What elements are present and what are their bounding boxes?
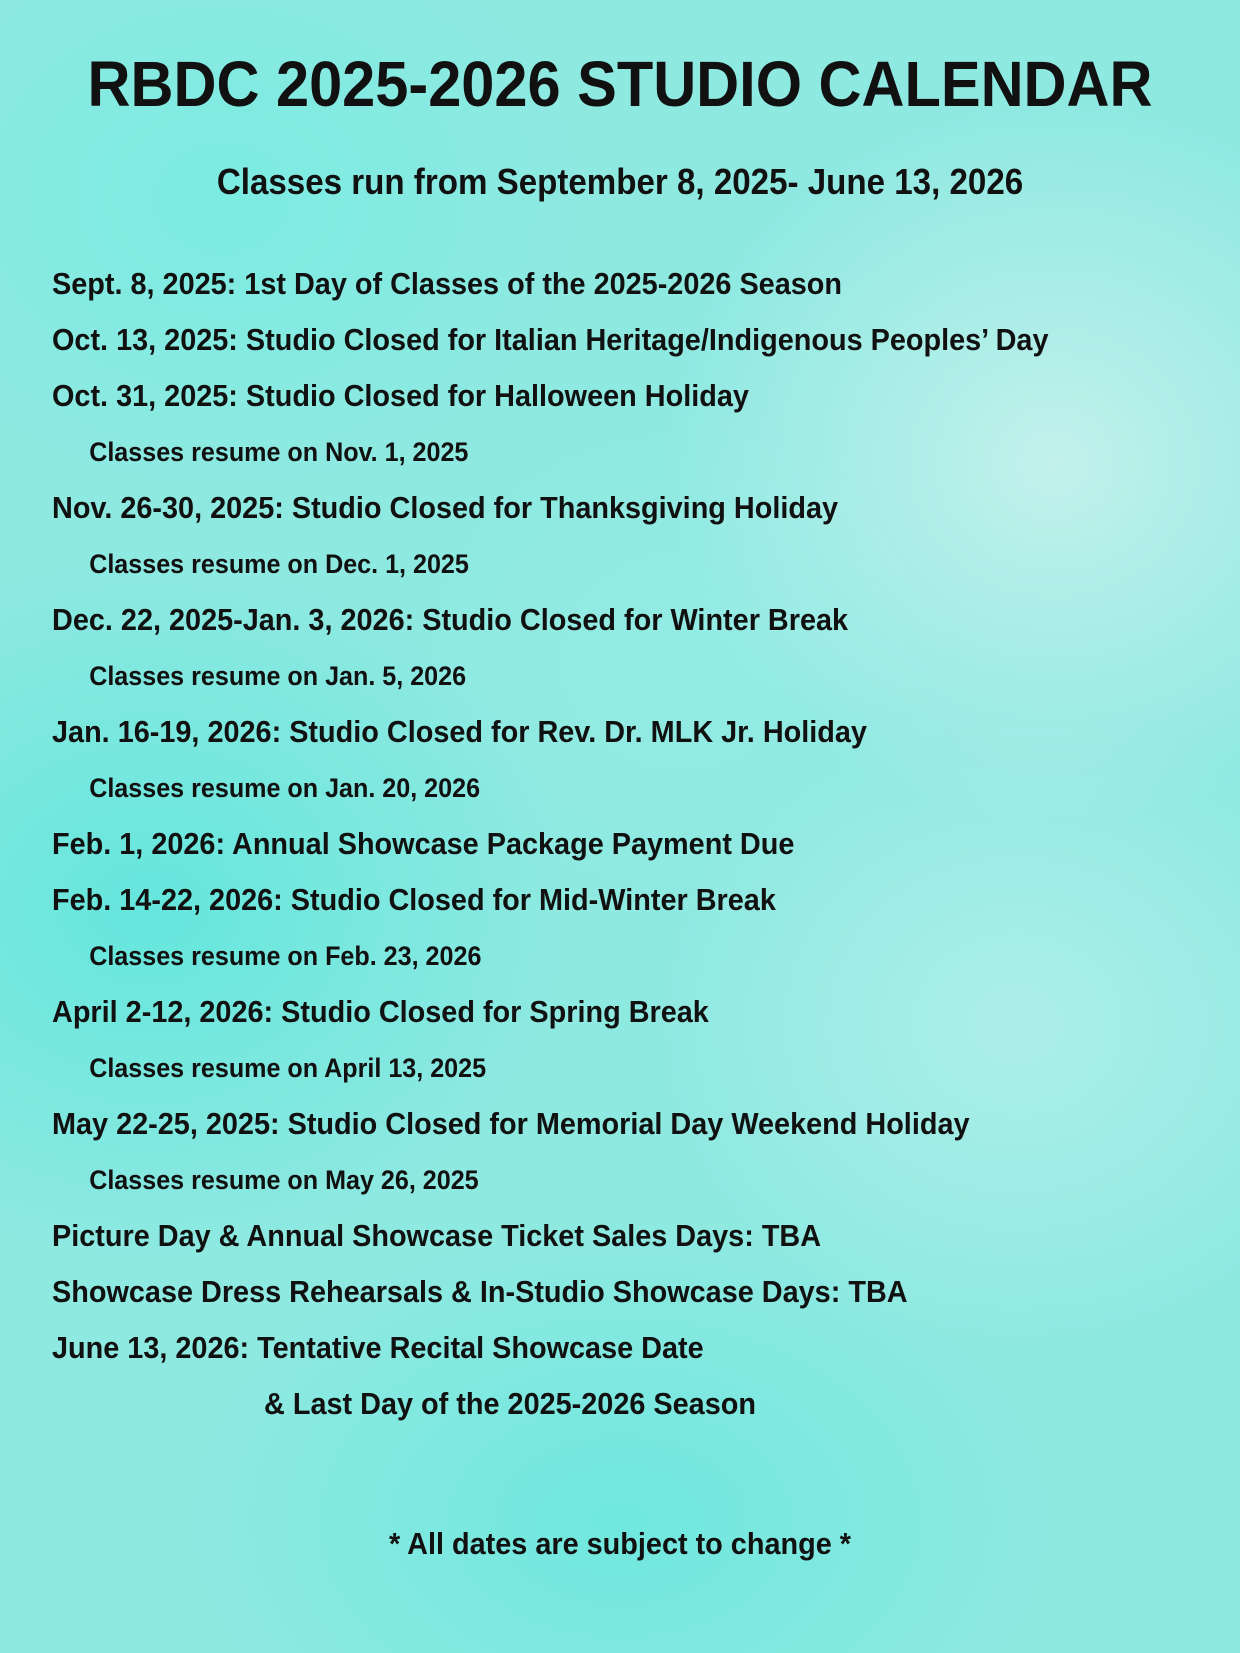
event-recital-showcase: June 13, 2026: Tentative Recital Showcase Date: [52, 1330, 704, 1365]
disclaimer-footnote: * All dates are subject to change *: [389, 1526, 851, 1561]
event-resume-note: Classes resume on April 13, 2025: [89, 1053, 487, 1083]
event-picture-day: Picture Day & Annual Showcase Ticket Sales Days: TBA: [52, 1218, 822, 1253]
event-halloween: Oct. 31, 2025: Studio Closed for Halloween Holiday: [52, 378, 749, 413]
event-first-day: Sept. 8, 2025: 1st Day of Classes of the 2025-2026 Season: [52, 266, 843, 301]
event-recital-showcase-continued: & Last Day of the 2025-2026 Season: [264, 1386, 756, 1421]
page-title: RBDC 2025-2026 STUDIO CALENDAR: [87, 48, 1153, 120]
event-resume-note: Classes resume on May 26, 2025: [89, 1165, 479, 1195]
event-resume-note: Classes resume on Jan. 5, 2026: [89, 661, 467, 691]
event-winter-break: Dec. 22, 2025-Jan. 3, 2026: Studio Closed for Winter Break: [52, 602, 849, 637]
event-memorial-day: May 22-25, 2025: Studio Closed for Memorial Day Weekend Holiday: [52, 1106, 970, 1141]
event-thanksgiving: Nov. 26-30, 2025: Studio Closed for Thanksgiving Holiday: [52, 490, 839, 525]
event-resume-note: Classes resume on Nov. 1, 2025: [89, 437, 469, 467]
event-payment-due: Feb. 1, 2026: Annual Showcase Package Payment Due: [52, 826, 795, 861]
event-indigenous-peoples-day: Oct. 13, 2025: Studio Closed for Italian Heritage/Indigenous Peoples’ Day: [52, 322, 1049, 357]
event-dress-rehearsals: Showcase Dress Rehearsals & In-Studio Showcase Days: TBA: [52, 1274, 908, 1309]
event-mid-winter-break: Feb. 14-22, 2026: Studio Closed for Mid-Winter Break: [52, 882, 776, 917]
event-list: [52, 256, 1202, 1432]
event-resume-note: Classes resume on Jan. 20, 2026: [89, 773, 481, 803]
event-resume-note: Classes resume on Feb. 23, 2026: [89, 941, 482, 971]
event-spring-break: April 2-12, 2026: Studio Closed for Spring Break: [52, 994, 709, 1029]
event-mlk-holiday: Jan. 16-19, 2026: Studio Closed for Rev. Dr. MLK Jr. Holiday: [52, 714, 867, 749]
event-resume-note: Classes resume on Dec. 1, 2025: [89, 549, 469, 579]
page-subtitle: Classes run from September 8, 2025- June 13, 2026: [216, 161, 1024, 202]
